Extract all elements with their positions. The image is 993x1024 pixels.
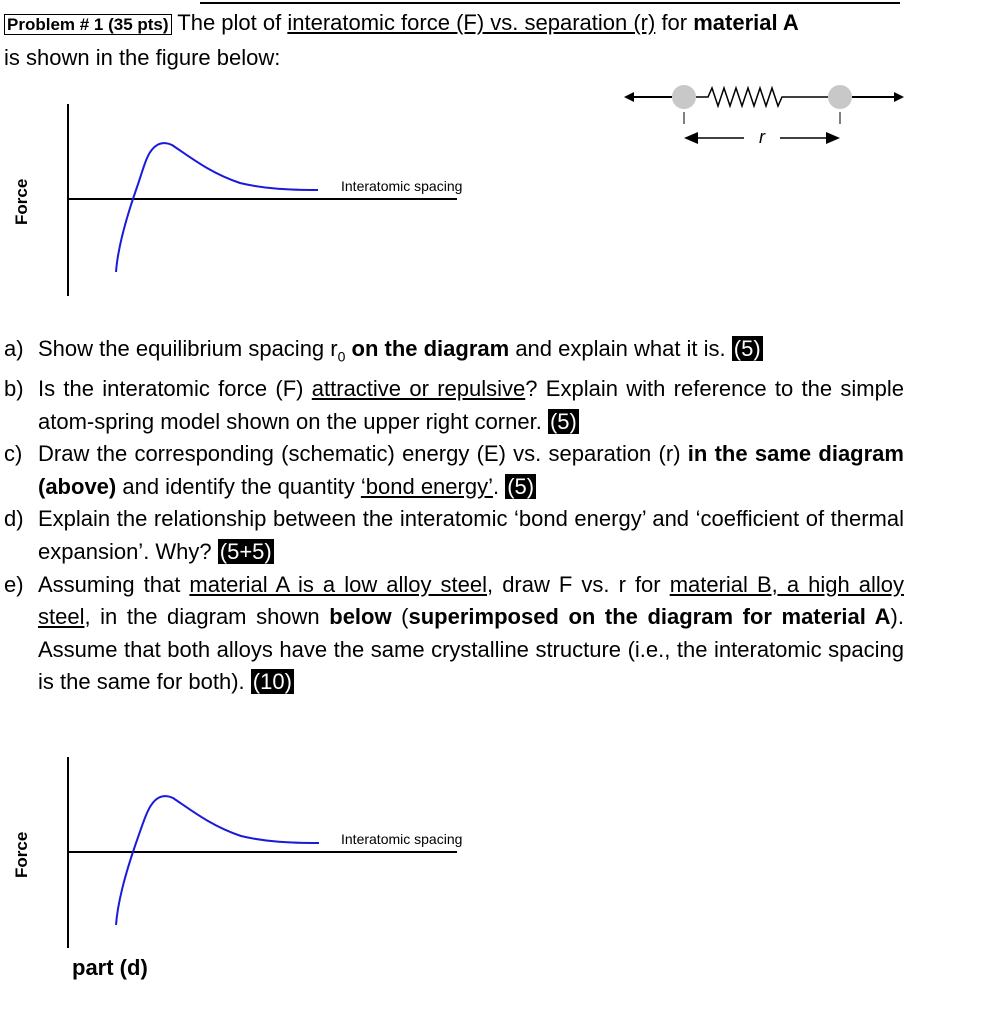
y-axis-label: Force xyxy=(12,178,31,225)
points-badge: (5) xyxy=(507,473,535,499)
points-badge: (10) xyxy=(252,669,292,695)
question-e-text-3: , in the diagram shown xyxy=(84,604,330,630)
question-a-subscript: 0 xyxy=(337,348,346,365)
question-d xyxy=(4,503,904,568)
problem-label: Problem # 1 (35 pts) xyxy=(4,14,172,35)
right-atom xyxy=(828,85,852,109)
question-a-text: Show the equilibrium spacing r xyxy=(38,336,338,361)
atom-spring-model xyxy=(620,78,910,158)
question-c-underlined: ‘bond energy’ xyxy=(360,473,493,499)
question-e-bold: below xyxy=(329,604,392,630)
question-c-text-2: and identify the quantity xyxy=(116,473,361,499)
r-right-arrowhead-icon xyxy=(826,132,840,144)
question-letter: b) xyxy=(4,375,24,401)
question-letter: a) xyxy=(4,336,24,361)
question-b-text-2: ? Explain with reference to the simple atom-spring model shown on the upper right corner. xyxy=(38,375,904,434)
spring-icon xyxy=(696,88,828,106)
question-list xyxy=(4,333,904,699)
question-letter: d) xyxy=(4,506,24,532)
question-c-bold: in the same diagram (above) xyxy=(38,441,904,499)
question-a-text-2: and explain what it is. xyxy=(509,336,732,361)
question-e-text-4: ( xyxy=(391,604,409,630)
question-d-text: Explain the relationship between the interatomic ‘bond energy’ and ‘coefficient of thermal expansion’. Why? xyxy=(38,506,904,564)
intro-line-2: is shown in the figure below: xyxy=(4,45,281,70)
question-b-underlined: attractive or repulsive xyxy=(311,375,526,401)
question-letter: c) xyxy=(4,441,23,467)
force-plot-bottom xyxy=(0,748,500,958)
points-badge: (5) xyxy=(733,336,761,361)
force-curve xyxy=(116,796,319,925)
question-e-text-2: , draw F vs. r for xyxy=(487,571,670,597)
right-arrowhead-icon xyxy=(894,92,904,102)
left-atom xyxy=(672,85,696,109)
left-arrowhead-icon xyxy=(624,92,634,102)
top-rule xyxy=(200,2,900,4)
question-e-text-5: ). Assume that both alloys have the same crystalline structure (i.e., the interatomic spacing is the same for both). xyxy=(38,604,904,695)
problem-header xyxy=(4,6,924,74)
question-letter: e) xyxy=(4,571,24,597)
question-e-text: Assuming that xyxy=(38,571,190,597)
atom-spring-svg xyxy=(620,78,910,158)
x-axis-label: Interatomic spacing xyxy=(341,178,463,194)
y-axis-label: Force xyxy=(12,831,31,878)
force-plot-top-svg xyxy=(0,95,500,305)
question-e-underlined-2: material B, a high alloy steel xyxy=(38,571,904,630)
r-left-arrowhead-icon xyxy=(684,132,698,144)
question-c-text: Draw the corresponding (schematic) energy (E) vs. separation (r) xyxy=(38,441,688,467)
question-e-underlined: material A is a low alloy steel xyxy=(189,571,488,597)
force-curve xyxy=(116,143,318,272)
question-c xyxy=(4,438,904,503)
question-e xyxy=(4,569,904,699)
part-d-caption: part (d) xyxy=(72,955,148,980)
question-a-bold: on the diagram xyxy=(345,336,510,361)
question-b-text: Is the interatomic force (F) xyxy=(38,375,312,401)
question-e-bold-2: superimposed on the diagram for material A xyxy=(408,604,891,630)
question-c-text-3: . xyxy=(492,473,506,499)
r-label: r xyxy=(759,127,765,147)
intro-text-2: for xyxy=(655,10,694,35)
question-a xyxy=(4,333,904,373)
x-axis-label: Interatomic spacing xyxy=(341,831,463,847)
points-badge: (5) xyxy=(549,408,577,434)
material-label: material A xyxy=(693,10,799,35)
force-plot-top xyxy=(0,95,500,305)
question-b xyxy=(4,373,904,438)
force-plot-bottom-svg xyxy=(0,748,500,958)
points-badge: (5+5) xyxy=(219,538,272,564)
intro-text: The plot of xyxy=(171,10,288,35)
intro-underlined: interatomic force (F) vs. separation (r) xyxy=(287,10,656,35)
